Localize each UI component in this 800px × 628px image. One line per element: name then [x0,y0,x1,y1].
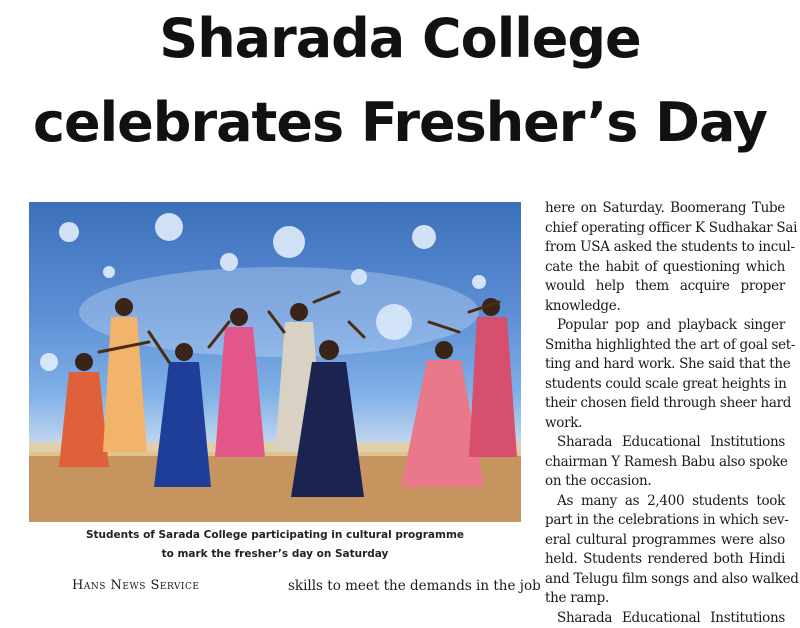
article-line: Popular pop and playback singer [545,316,785,336]
article-line: and Telugu film songs and also walked [545,570,785,590]
article-line: chairman Y Ramesh Babu also spoke [545,453,785,473]
article-body-column [545,199,785,628]
event-photo [29,202,521,522]
article-line: knowledge. [545,297,785,317]
headline-line-2: celebrates Fresher’s Day [0,90,800,156]
article-line: ting and hard work. She said that the [545,355,785,375]
article-line: their chosen field through sheer hard [545,394,785,414]
article-line: the ramp. [545,589,785,609]
headline-line-1: Sharada College [0,6,800,72]
article-line: part in the celebrations in which sev- [545,511,785,531]
article-line: Sharada Educational Institutions [545,433,785,453]
article-line: chief operating officer K Sudhakar Sai [545,219,785,239]
article-line: As many as 2,400 students took [545,492,785,512]
article-line: work. [545,414,785,434]
body-text-fragment: skills to meet the demands in the job [288,578,541,594]
article-line: held. Students rendered both Hindi [545,550,785,570]
photo-caption-line-2: to mark the fresher’s day on Saturday [29,545,521,563]
photo-caption-line-1: Students of Sarada College participating in cultural programme [29,526,521,544]
article-line: Sharada Educational Institutions [545,609,785,628]
article-line: cate the habit of questioning which [545,258,785,278]
article-line: here on Saturday. Boomerang Tube [545,199,785,219]
stage-performance-illustration [29,202,521,522]
article-line: students could scale great heights in [545,375,785,395]
article-line: Smitha highlighted the art of goal set- [545,336,785,356]
article-line: would help them acquire proper [545,277,785,297]
article-line: eral cultural programmes were also [545,531,785,551]
article-line: on the occasion. [545,472,785,492]
article-line: from USA asked the students to incul- [545,238,785,258]
byline: Hans News Service [72,578,199,593]
